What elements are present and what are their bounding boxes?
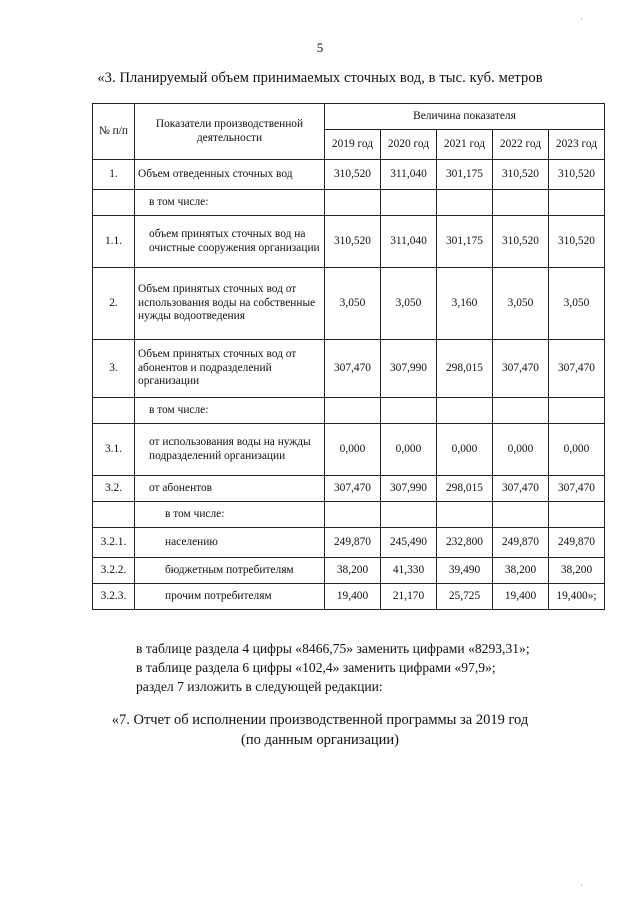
row-value: 19,400 <box>325 584 381 610</box>
row-value: 307,470 <box>493 476 549 502</box>
header-year: 2021 год <box>437 130 493 160</box>
row-value: 298,015 <box>437 340 493 398</box>
row-value: 307,990 <box>381 476 437 502</box>
table-row <box>93 190 605 216</box>
table-row <box>93 584 605 610</box>
row-value: 307,470 <box>493 340 549 398</box>
row-value: 307,990 <box>381 340 437 398</box>
table-row <box>93 340 605 398</box>
row-value: 0,000 <box>549 424 605 476</box>
row-value: 19,400»; <box>549 584 605 610</box>
row-number: 1.1. <box>93 216 135 268</box>
header-num: № п/п <box>93 104 135 160</box>
row-value: 232,800 <box>437 528 493 558</box>
row-value: 311,040 <box>381 216 437 268</box>
row-number: 3.2. <box>93 476 135 502</box>
row-value: 38,200 <box>549 558 605 584</box>
row-value: 19,400 <box>493 584 549 610</box>
row-value: 0,000 <box>437 424 493 476</box>
table-row <box>93 216 605 268</box>
row-value <box>325 190 381 216</box>
table-row <box>93 268 605 340</box>
row-value <box>493 502 549 528</box>
row-indicator: Объем отведенных сточных вод <box>135 160 325 190</box>
table-row <box>93 528 605 558</box>
row-value <box>493 398 549 424</box>
row-value: 3,050 <box>381 268 437 340</box>
table-row <box>93 476 605 502</box>
header-year: 2023 год <box>549 130 605 160</box>
header-indicators: Показатели производственной деятельности <box>135 104 325 160</box>
row-value: 310,520 <box>549 160 605 190</box>
row-indicator: населению <box>135 528 325 558</box>
section-7-heading <box>0 710 640 751</box>
row-number: 3.2.3. <box>93 584 135 610</box>
amendment-text <box>136 640 616 696</box>
row-value: 310,520 <box>493 216 549 268</box>
row-number: 1. <box>93 160 135 190</box>
amendment-line: в таблице раздела 4 цифры «8466,75» заменить цифрами «8293,31»; <box>136 641 530 656</box>
scan-mark: · <box>580 14 583 24</box>
row-value <box>549 502 605 528</box>
row-indicator: от использования воды на нужды подразделений организации <box>135 424 325 476</box>
header-value-group: Величина показателя <box>325 104 605 130</box>
row-value <box>549 398 605 424</box>
header-year: 2022 год <box>493 130 549 160</box>
row-value: 21,170 <box>381 584 437 610</box>
row-number <box>93 398 135 424</box>
row-value: 249,870 <box>493 528 549 558</box>
row-value: 307,470 <box>549 476 605 502</box>
row-value: 3,160 <box>437 268 493 340</box>
row-number: 2. <box>93 268 135 340</box>
table-row <box>93 160 605 190</box>
row-number: 3.1. <box>93 424 135 476</box>
row-value: 301,175 <box>437 216 493 268</box>
row-indicator: Объем принятых сточных вод от использования воды на собственные нужды водоотведения <box>135 268 325 340</box>
section-heading: «3. Планируемый объем принимаемых сточных вод, в тыс. куб. метров <box>97 70 543 86</box>
row-value <box>381 190 437 216</box>
row-value: 249,870 <box>549 528 605 558</box>
amendment-line: раздел 7 изложить в следующей редакции: <box>136 678 383 694</box>
row-number <box>93 190 135 216</box>
row-value: 301,175 <box>437 160 493 190</box>
table-row <box>93 502 605 528</box>
row-value <box>381 502 437 528</box>
scan-mark: · <box>580 880 583 890</box>
row-value <box>437 502 493 528</box>
row-indicator: бюджетным потребителям <box>135 558 325 584</box>
table-body <box>93 160 605 610</box>
row-number: 3.2.2. <box>93 558 135 584</box>
row-indicator: прочим потребителям <box>135 584 325 610</box>
row-value: 310,520 <box>549 216 605 268</box>
table-row <box>93 424 605 476</box>
row-value <box>549 190 605 216</box>
table-row <box>93 398 605 424</box>
indicators-table <box>92 103 605 610</box>
row-indicator: объем принятых сточных вод на очистные сооружения организации <box>135 216 325 268</box>
section-7-title: «7. Отчет об исполнении производственной программы за 2019 год <box>111 712 529 728</box>
row-value: 0,000 <box>493 424 549 476</box>
row-value <box>493 190 549 216</box>
row-value: 249,870 <box>325 528 381 558</box>
row-value: 307,470 <box>325 340 381 398</box>
row-indicator: от абонентов <box>135 476 325 502</box>
row-value <box>381 398 437 424</box>
header-year: 2020 год <box>381 130 437 160</box>
row-value <box>325 398 381 424</box>
row-indicator: в том числе: <box>135 398 325 424</box>
row-value: 307,470 <box>325 476 381 502</box>
row-value: 39,490 <box>437 558 493 584</box>
row-value <box>437 398 493 424</box>
header-year: 2019 год <box>325 130 381 160</box>
row-value: 41,330 <box>381 558 437 584</box>
table-row <box>93 558 605 584</box>
row-value: 245,490 <box>381 528 437 558</box>
row-value: 310,520 <box>325 160 381 190</box>
amendment-line: в таблице раздела 6 цифры «102,4» заменить цифрами «97,9»; <box>136 659 496 675</box>
row-indicator: в том числе: <box>135 190 325 216</box>
row-value: 310,520 <box>325 216 381 268</box>
row-value: 311,040 <box>381 160 437 190</box>
row-indicator: Объем принятых сточных вод от абонентов и подразделений организации <box>135 340 325 398</box>
row-value: 298,015 <box>437 476 493 502</box>
row-value: 0,000 <box>381 424 437 476</box>
page-number: 5 <box>316 40 324 55</box>
row-value: 25,725 <box>437 584 493 610</box>
row-value <box>325 502 381 528</box>
row-value: 0,000 <box>325 424 381 476</box>
row-value: 3,050 <box>549 268 605 340</box>
row-value: 38,200 <box>493 558 549 584</box>
row-value: 3,050 <box>325 268 381 340</box>
row-value: 310,520 <box>493 160 549 190</box>
section-7-subtitle: (по данным организации) <box>240 732 399 749</box>
row-number: 3. <box>93 340 135 398</box>
row-value: 3,050 <box>493 268 549 340</box>
row-value: 307,470 <box>549 340 605 398</box>
row-number: 3.2.1. <box>93 528 135 558</box>
row-indicator: в том числе: <box>135 502 325 528</box>
row-value <box>437 190 493 216</box>
row-number <box>93 502 135 528</box>
row-value: 38,200 <box>325 558 381 584</box>
